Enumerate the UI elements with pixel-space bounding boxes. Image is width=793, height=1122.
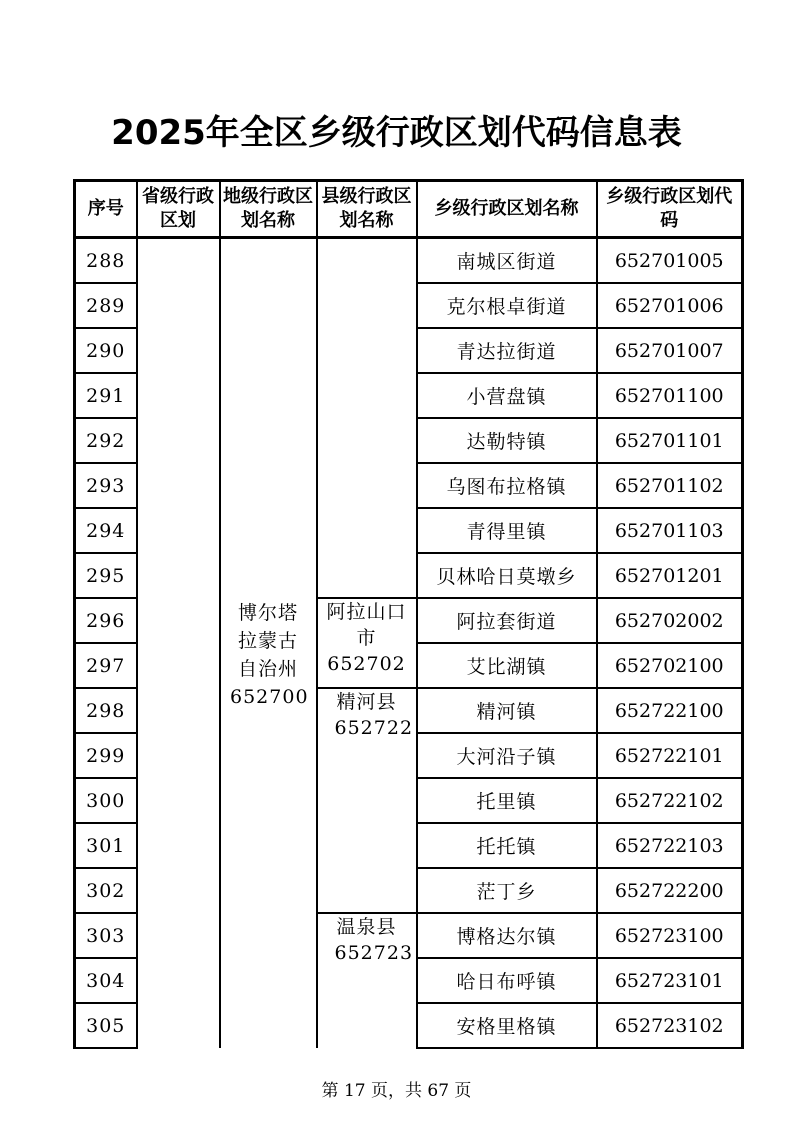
county-cell-wenquan: [317, 913, 417, 1048]
county-name: 阿拉山口市 652702: [326, 601, 407, 675]
town-code: 652723102: [597, 1003, 743, 1048]
row-index: 291: [75, 373, 137, 418]
town-code: 652722102: [597, 778, 743, 823]
town-code: 652701201: [597, 553, 743, 598]
town-name: 哈日布呼镇: [417, 958, 597, 1003]
county-cell-blank: [317, 238, 417, 599]
row-index: 305: [75, 1003, 137, 1048]
header-town: 乡级行政区划名称: [417, 181, 597, 238]
header-code: 乡级行政区划代码: [597, 181, 743, 238]
division-code-table: [73, 179, 744, 1049]
town-code: 652722101: [597, 733, 743, 778]
province-cell: [137, 238, 220, 1049]
town-name: 南城区街道: [417, 238, 597, 284]
town-code: 652701007: [597, 328, 743, 373]
town-name: 博格达尔镇: [417, 913, 597, 958]
town-code: 652723101: [597, 958, 743, 1003]
row-index: 299: [75, 733, 137, 778]
town-code: 652701006: [597, 283, 743, 328]
town-name: 克尔根卓街道: [417, 283, 597, 328]
town-name: 安格里格镇: [417, 1003, 597, 1048]
header-index: 序号: [75, 181, 137, 238]
town-name: 青达拉街道: [417, 328, 597, 373]
prefecture-name: 博尔塔拉蒙古自治州 652700: [230, 601, 309, 708]
town-code: 652701102: [597, 463, 743, 508]
town-code: 652701101: [597, 418, 743, 463]
row-index: 297: [75, 643, 137, 688]
town-name: 贝林哈日莫墩乡: [417, 553, 597, 598]
header-prefecture: 地级行政区划名称: [220, 181, 317, 238]
town-name: 茫丁乡: [417, 868, 597, 913]
town-code: 652701100: [597, 373, 743, 418]
row-index: 304: [75, 958, 137, 1003]
town-code: 652723100: [597, 913, 743, 958]
row-index: 294: [75, 508, 137, 553]
table-row: [75, 238, 743, 284]
page-title: 2025年全区乡级行政区划代码信息表: [111, 113, 682, 153]
prefecture-cell: [220, 238, 317, 1049]
header-county: 县级行政区划名称: [317, 181, 417, 238]
row-index: 303: [75, 913, 137, 958]
county-cell-jinghe: [317, 688, 417, 913]
header-province: 省级行政区划: [137, 181, 220, 238]
row-index: 298: [75, 688, 137, 733]
row-index: 293: [75, 463, 137, 508]
county-name: 温泉县 652723: [334, 916, 414, 964]
town-name: 精河镇: [417, 688, 597, 733]
town-name: 青得里镇: [417, 508, 597, 553]
town-code: 652722200: [597, 868, 743, 913]
county-cell-alashankou: [317, 598, 417, 688]
row-index: 288: [75, 238, 137, 284]
town-code: 652702002: [597, 598, 743, 643]
town-code: 652722100: [597, 688, 743, 733]
town-name: 托里镇: [417, 778, 597, 823]
page-footer: 第 17 页，共 67 页: [321, 1081, 472, 1101]
town-name: 乌图布拉格镇: [417, 463, 597, 508]
row-index: 302: [75, 868, 137, 913]
county-name: 精河县 652722: [334, 691, 414, 739]
town-name: 阿拉套街道: [417, 598, 597, 643]
town-name: 达勒特镇: [417, 418, 597, 463]
row-index: 295: [75, 553, 137, 598]
town-code: 652702100: [597, 643, 743, 688]
row-index: 296: [75, 598, 137, 643]
town-code: 652701103: [597, 508, 743, 553]
row-index: 300: [75, 778, 137, 823]
town-name: 艾比湖镇: [417, 643, 597, 688]
town-name: 小营盘镇: [417, 373, 597, 418]
town-code: 652701005: [597, 238, 743, 284]
header-row: [75, 181, 743, 238]
town-name: 托托镇: [417, 823, 597, 868]
town-code: 652722103: [597, 823, 743, 868]
row-index: 292: [75, 418, 137, 463]
row-index: 290: [75, 328, 137, 373]
row-index: 301: [75, 823, 137, 868]
row-index: 289: [75, 283, 137, 328]
town-name: 大河沿子镇: [417, 733, 597, 778]
